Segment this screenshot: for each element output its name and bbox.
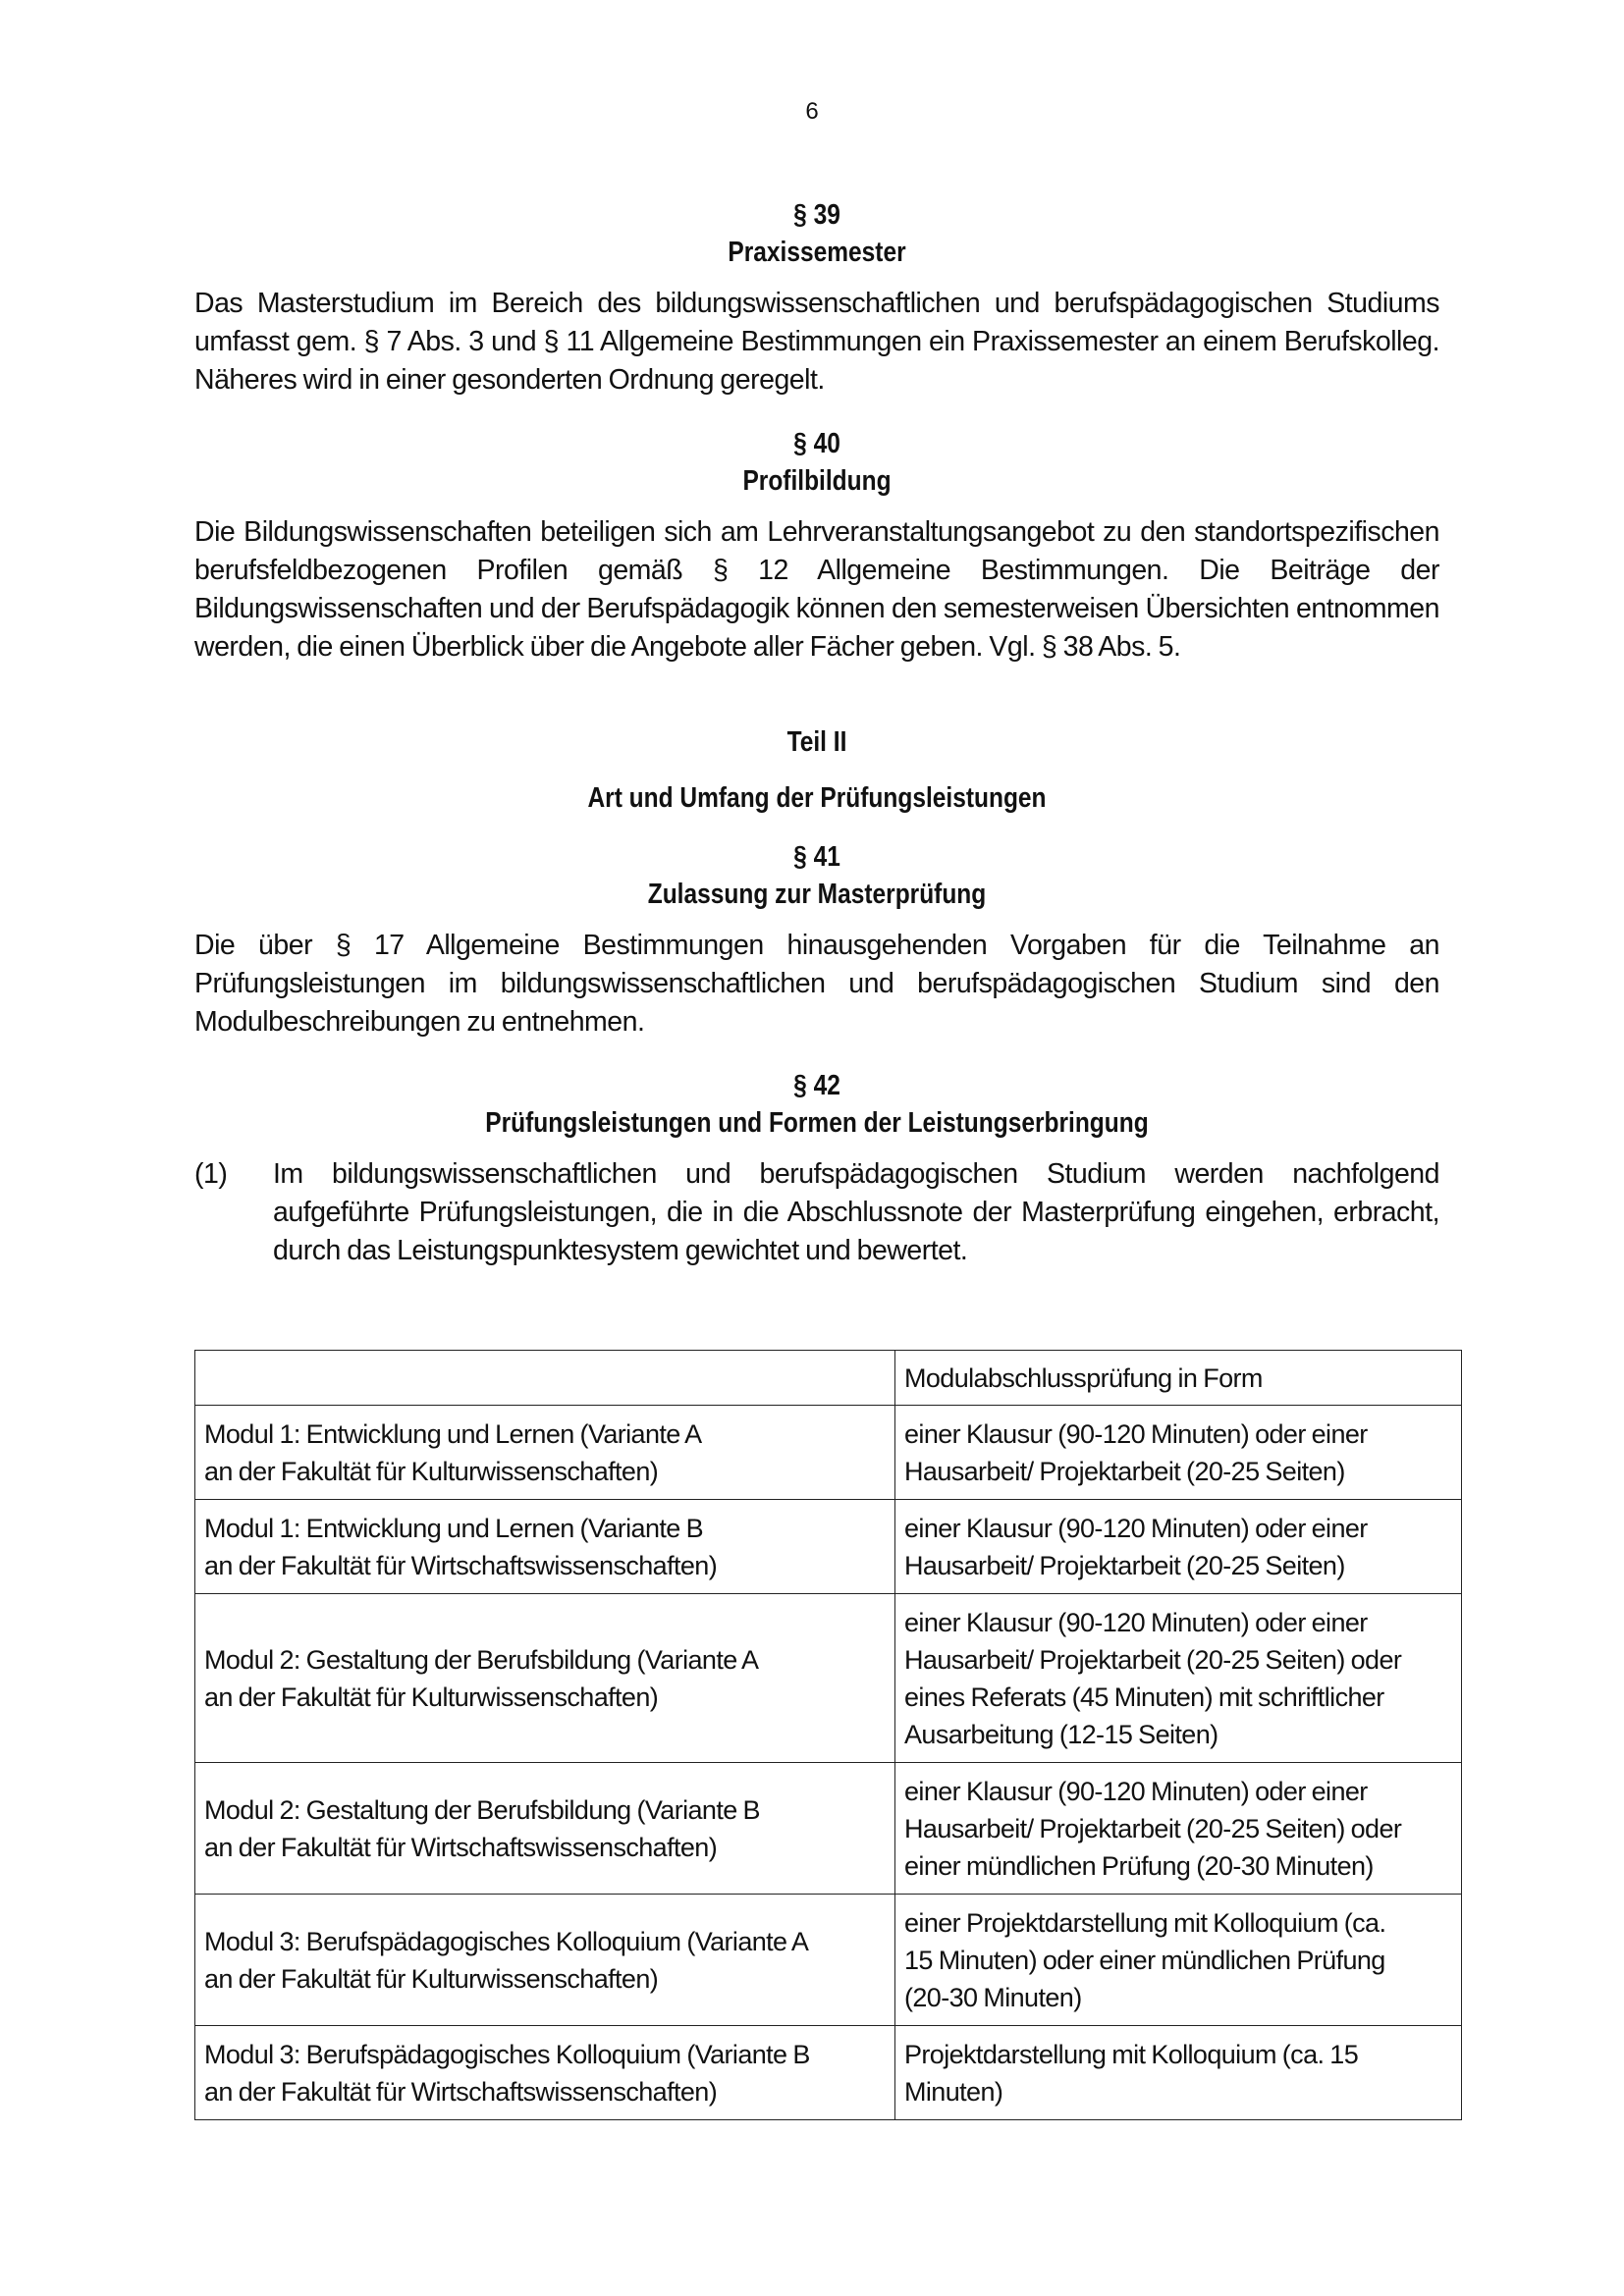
section-39-heading	[282, 196, 1352, 271]
section-42-item-1-text: Im bildungswissenschaftlichen und berufspädagogischen Studium werden nachfolgend aufgeführte Prüfungsleistungen, die in die Abschlussnote der Masterprüfung eingehen, erbracht, durch das Leistungspunktesystem gewichtet und bewertet.	[273, 1158, 1439, 1266]
section-41-heading	[282, 838, 1352, 913]
exam-forms-table	[194, 1350, 1462, 2120]
table-row	[195, 1500, 1462, 1594]
section-40-text: Die Bildungswissenschaften beteiligen sich am Lehrveranstaltungsangebot zu den standortspezifischen berufsfeldbezogenen Profilen gemäß § 12 Allgemeine Bestimmungen. Die Beiträge der Bildungswissenschaften und der Berufspädagogik können den semesterweisen Übersichten entnommen werden, die einen Überblick über die Angebote aller Fächer geben. Vgl. § 38 Abs. 5.	[194, 516, 1439, 663]
exam-form-cell: einer Klausur (90-120 Minuten) oder einer Hausarbeit/ Projektarbeit (20-25 Seiten)	[895, 1500, 1462, 1594]
table-row	[195, 1594, 1462, 1763]
table-row	[195, 1406, 1462, 1500]
section-42-heading	[282, 1067, 1352, 1142]
table-header-module	[195, 1351, 895, 1406]
table-row	[195, 2026, 1462, 2120]
module-cell: Modul 2: Gestaltung der Berufsbildung (Variante B an der Fakultät für Wirtschaftswissenschaften)	[195, 1763, 895, 1895]
exam-form-cell: einer Projektdarstellung mit Kolloquium (ca. 15 Minuten) oder einer mündlichen Prüfung (20-30 Minuten)	[895, 1895, 1462, 2026]
part-2-title: Art und Umfang der Prüfungsleistungen	[587, 782, 1047, 814]
section-39-title: Praxissemester	[728, 237, 906, 268]
table-header-row	[195, 1351, 1462, 1406]
section-41-title: Zulassung zur Masterprüfung	[647, 879, 987, 910]
section-42-item-1	[194, 1155, 1439, 1270]
exam-form-cell: Projektdarstellung mit Kolloquium (ca. 15 Minuten)	[895, 2026, 1462, 2120]
module-cell: Modul 3: Berufspädagogisches Kolloquium (Variante B an der Fakultät für Wirtschaftswissenschaften)	[195, 2026, 895, 2120]
page-content	[194, 196, 1439, 1270]
module-cell: Modul 1: Entwicklung und Lernen (Variante A an der Fakultät für Kulturwissenschaften)	[195, 1406, 895, 1500]
exam-form-cell: einer Klausur (90-120 Minuten) oder einer Hausarbeit/ Projektarbeit (20-25 Seiten)	[895, 1406, 1462, 1500]
exam-form-cell: einer Klausur (90-120 Minuten) oder einer Hausarbeit/ Projektarbeit (20-25 Seiten) oder einer mündlichen Prüfung (20-30 Minuten)	[895, 1763, 1462, 1895]
section-41-number: § 41	[793, 841, 840, 873]
table-row	[195, 1895, 1462, 2026]
section-40-title: Profilbildung	[742, 465, 892, 497]
section-40-number: § 40	[793, 428, 840, 459]
section-42-item-1-number: (1)	[194, 1158, 228, 1190]
module-cell: Modul 3: Berufspädagogisches Kolloquium (Variante A an der Fakultät für Kulturwissenschaften)	[195, 1895, 895, 2026]
table-row	[195, 1763, 1462, 1895]
section-39-number: § 39	[793, 199, 840, 231]
table-header-exam-form: Modulabschlussprüfung in Form	[895, 1351, 1462, 1406]
page-number: 6	[805, 98, 819, 125]
section-41-text: Die über § 17 Allgemeine Bestimmungen hinausgehenden Vorgaben für die Teilnahme an Prüfungsleistungen im bildungswissenschaftlichen und berufspädagogischen Studium sind den Modulbeschreibungen zu entnehmen.	[194, 930, 1439, 1038]
module-cell: Modul 1: Entwicklung und Lernen (Variante B an der Fakultät für Wirtschaftswissenschaften)	[195, 1500, 895, 1594]
module-cell: Modul 2: Gestaltung der Berufsbildung (Variante A an der Fakultät für Kulturwissenschaften)	[195, 1594, 895, 1763]
section-39-text: Das Masterstudium im Bereich des bildungswissenschaftlichen und berufspädagogischen Studiums umfasst gem. § 7 Abs. 3 und § 11 Allgemeine Bestimmungen ein Praxissemester an einem Berufskolleg. Näheres wird in einer gesonderten Ordnung geregelt.	[194, 288, 1439, 396]
part-2-label: Teil II	[786, 726, 847, 758]
section-40-heading	[282, 425, 1352, 500]
section-42-number: § 42	[793, 1070, 840, 1101]
exam-form-cell: einer Klausur (90-120 Minuten) oder einer Hausarbeit/ Projektarbeit (20-25 Seiten) oder eines Referats (45 Minuten) mit schriftlicher Ausarbeitung (12-15 Seiten)	[895, 1594, 1462, 1763]
section-42-title: Prüfungsleistungen und Formen der Leistungserbringung	[485, 1107, 1149, 1139]
